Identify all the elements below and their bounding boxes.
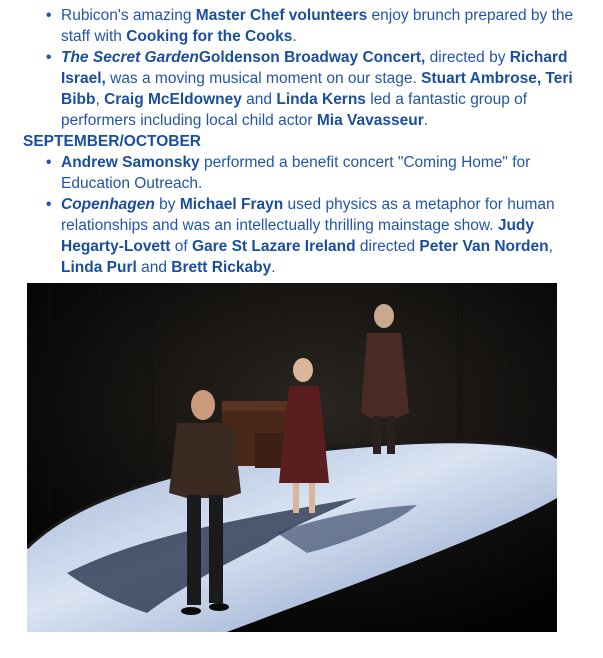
list-item [0, 5, 603, 47]
text-segment: performed a benefit concert "Coming Home" for Education Outreach. [61, 154, 531, 192]
article-content [0, 0, 603, 278]
text-segment: enjoy brunch prepared by the staff with [61, 7, 574, 45]
emphasis-segment: Copenhagen [61, 196, 155, 213]
bullet-icon: • [46, 49, 52, 66]
emphasis-segment: Master Chef volunteers [195, 7, 368, 24]
emphasis-segment: Brett Rickaby [171, 259, 272, 276]
list-item [0, 194, 603, 278]
bullet-icon: • [46, 196, 52, 213]
event-list-september-october [0, 152, 603, 278]
list-item [0, 47, 603, 131]
emphasis-segment: Linda Purl [61, 259, 137, 276]
text-segment: . [292, 28, 297, 45]
text-segment: used physics as a metaphor for human relationships and was an intellectually thrilling mainstage show. [61, 196, 555, 234]
text-segment: and [241, 91, 277, 108]
event-list-august [0, 0, 603, 131]
stage-photo-image [27, 283, 557, 632]
list-item-text [61, 196, 555, 276]
emphasis-segment: Craig McEldowney [104, 91, 242, 108]
emphasis-segment: Linda Kerns [276, 91, 366, 108]
emphasis-segment: Andrew Samonsky [61, 154, 200, 171]
text-segment: led a fantastic group of performers including local child actor [61, 91, 528, 129]
text-segment: directed [355, 238, 420, 255]
emphasis-segment: Richard Israel, [61, 49, 568, 87]
text-segment: Rubicon's amazing [61, 7, 196, 24]
text-segment: . [423, 112, 429, 129]
text-segment: was a moving musical moment on our stage. [105, 70, 422, 87]
emphasis-segment: Michael Frayn [179, 196, 284, 213]
list-item-text [61, 154, 530, 192]
emphasis-segment: Judy Hegarty-Lovett [61, 217, 535, 255]
list-item [0, 152, 603, 194]
text-segment: of [170, 238, 192, 255]
text-segment: by [154, 196, 180, 213]
list-item-text [61, 7, 573, 45]
emphasis-segment: Mia Vavasseur [316, 112, 424, 129]
text-segment: , [548, 238, 553, 255]
list-item-text [61, 49, 573, 129]
emphasis-segment: Gare St Lazare Ireland [191, 238, 356, 255]
text-segment: . [271, 259, 276, 276]
bullet-icon: • [46, 7, 52, 24]
text-segment: , [95, 91, 105, 108]
emphasis-segment: Goldenson Broadway Concert, [198, 49, 426, 66]
bullet-icon: • [46, 154, 52, 171]
section-heading: SEPTEMBER/OCTOBER [23, 133, 201, 150]
emphasis-segment: Cooking for the Cooks [126, 28, 293, 45]
emphasis-segment: Peter Van Norden [419, 238, 549, 255]
text-segment: and [136, 259, 172, 276]
text-segment: directed by [425, 49, 510, 66]
copenhagen-production-photo [27, 283, 557, 632]
emphasis-segment: Stuart Ambrose, Teri Bibb [61, 70, 573, 108]
emphasis-segment: The Secret Garden [61, 49, 199, 66]
